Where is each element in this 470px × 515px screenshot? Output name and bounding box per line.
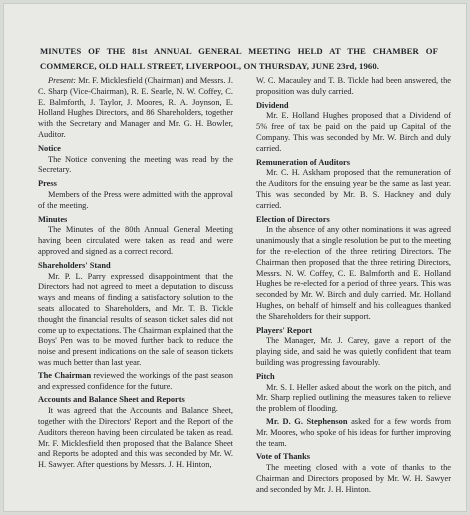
minutes-text: The Minutes of the 80th Annual General Meeting having been circulated were taken as read and were approved and signed as a correct record.: [38, 225, 233, 256]
accounts-heading: Accounts and Balance Sheet and Reports: [38, 395, 185, 405]
pitch-text: Mr. S. I. Heller asked about the work on the pitch, and Mr. Sharp replied outlining the measures taken to relieve the problem of flooding.: [256, 382, 451, 414]
document-page: [3, 3, 467, 512]
vote-heading: Vote of Thanks: [256, 452, 310, 462]
pitch-heading: Pitch: [256, 371, 275, 381]
shareholders-text: Mr. P. L. Parry expressed disappointment that the Directors had not agreed to meet a deputation to discuss ways and means of finding a satisfactory solution to the seats allocated to Shareholders, and Mr. T. B. Tickle thought the financial results of season ticket sales did not come up to expectations. The Chairman explained that the Boys' Pen was to be moved further back to reduce the noise and present indications on the sale of season tickets was much better than last year.: [38, 271, 233, 367]
minutes-heading: Minutes: [38, 214, 68, 224]
chairman-paragraph: [38, 371, 233, 393]
chairman-label: The Chairman: [38, 370, 92, 380]
present-label: Present:: [48, 76, 77, 85]
notice-text: The Notice convening the meeting was read by the Secretary.: [38, 154, 233, 175]
chairman-text: reviewed the workings of the past season and expressed confidence for the future.: [38, 370, 233, 391]
press-text: Members of the Press were admitted with the approval of the meeting.: [38, 189, 233, 210]
dividend-text: Mr. E. Holland Hughes proposed that a Dividend of 5% free of tax be paid on the paid up Capital of the Company. This was seconded by Mr. W. Birch and duly carried.: [256, 111, 451, 153]
present-text: Mr. F. Micklesfield (Chairman) and Messrs. J. C. Sharp (Vice-Chairman), R. E. Searle, N. W. Coffey, C. E. Balmforth, J. Taylor, J. Moores, R. A. Joynson, E. Holland Hughes Directors, and 86 Shareholders, together with the Secretary and Manager and Mr. G. H. Bowler, Auditor.: [38, 76, 233, 139]
left-column: [38, 76, 233, 471]
stephenson-paragraph: [256, 417, 451, 449]
press-heading: Press: [38, 179, 57, 189]
dividend-heading: Dividend: [256, 100, 289, 110]
stephenson-label: Mr. D. G. Stephenson: [266, 416, 348, 426]
vote-text: The meeting closed with a vote of thanks to the Chairman and Directors proposed by Mr. W. H. Sawyer and seconded by Mr. J. H. Hinton.: [256, 463, 451, 494]
remuneration-text: Mr. C. H. Askham proposed that the remuneration of the Auditors for the ensuing year be the same as last year. This was seconded by Mr. B. S. Hackney and duly carried.: [256, 168, 451, 210]
players-heading: Players' Report: [256, 325, 313, 335]
notice-heading: Notice: [38, 143, 61, 153]
remuneration-heading: Remuneration of Auditors: [256, 157, 350, 167]
continued-text: W. C. Macauley and T. B. Tickle had been answered, the proposition was duly carried.: [256, 76, 451, 96]
shareholders-heading: Shareholders' Stand: [38, 260, 111, 270]
document-title: MINUTES OF THE 81st ANNUAL GENERAL MEETING HELD AT THE CHAMBER OF COMMERCE, OLD HALL STREET, LIVERPOOL, ON THURSDAY, JUNE 23rd, 1960.: [40, 46, 438, 71]
election-heading: Election of Directors: [256, 214, 330, 224]
election-text: In the absence of any other nominations it was agreed unanimously that a single resolution be put to the meeting for the re-election of the three retiring Directors. The Chairman then proposed that the three retiring Directors, Messrs. N. W. Coffey, C. E. Balmforth and E. Holland Hughes be re-elected for a period of three years. This was seconded by Mr. W. Birch and duly carried. Mr. Holland Hughes, on behalf of himself and his colleagues thanked the Shareholders for their support.: [256, 225, 451, 321]
right-column: [256, 76, 451, 495]
players-text: The Manager, Mr. J. Carey, gave a report of the playing side, and said he was quietly confident that team building was progressing favourably.: [256, 336, 451, 367]
present-paragraph: [38, 76, 233, 141]
stephenson-text: asked for a few words from Mr. Moores, who spoke of his ideas for further improving the team.: [256, 416, 451, 448]
accounts-text: It was agreed that the Accounts and Balance Sheet, together with the Directors' Report and the Report of the Auditors thereon having been circulated be taken as read. Mr. F. Micklesfield then proposed that the Balance Sheet and Reports be adopted and this was seconded by Mr. W. H. Sawyer. After questions by Messrs. J. H. Hinton,: [38, 406, 233, 470]
